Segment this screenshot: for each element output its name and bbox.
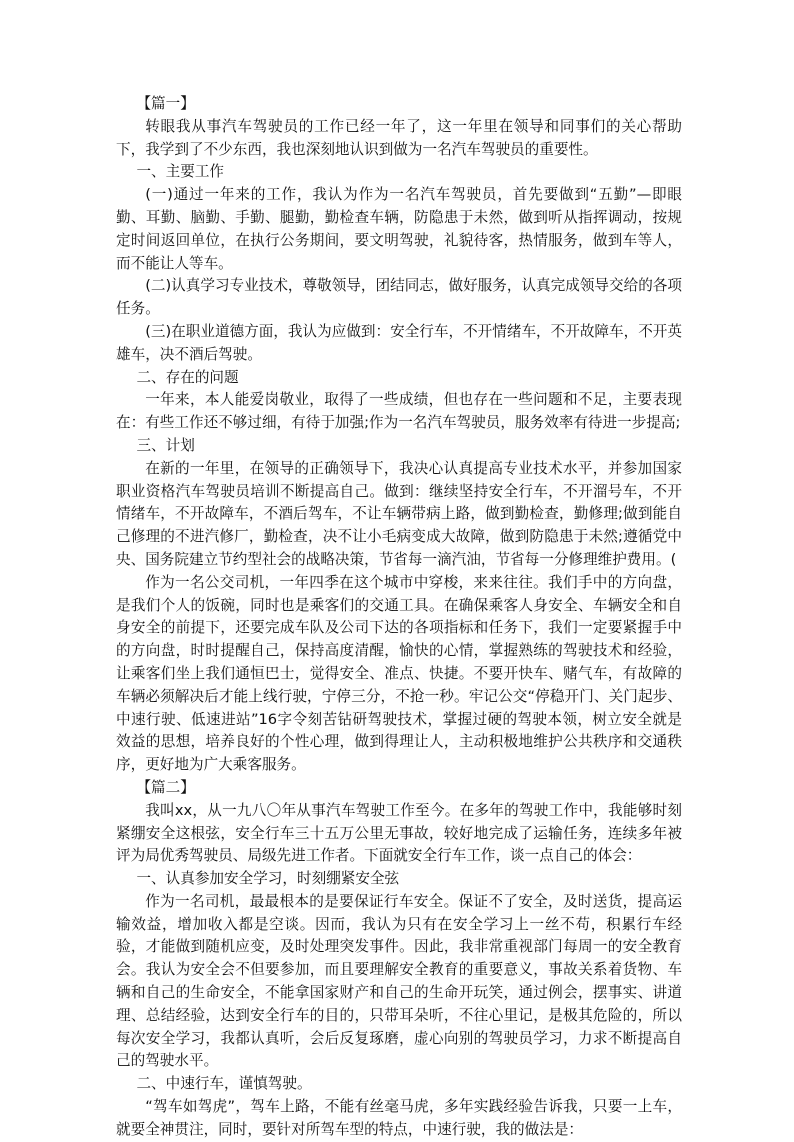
part1-heading-plan: 三、计划: [136, 436, 195, 454]
part2-title: 【篇二】: [136, 778, 195, 796]
part2-intro-paragraph: 我叫xx，从一九八〇年从事汽车驾驶工作至今。在多年的驾驶工作中，我能够时刻紧绷安全这根弦，安全行车三十五万公里无事故，较好地完成了运输任务，连续多年被评为局优秀驾驶员、局级先进工作者。下面就安全行车工作，谈一点自己的体会：: [116, 801, 682, 865]
part1-paragraph-bus-driver: 作为一名公交司机，一年四季在这个城市中穿梭，来来往往。我们手中的方向盘，是我们个人的饭碗，同时也是乘客们的交通工具。在确保乘客人身安全、车辆安全和自身安全的前提下，还要完成车队及公司下达的各项指标和任务下，我们一定要紧握手中的方向盘，时时提醒自己，保持高度清醒，愉快的心情，掌握熟练的驾驶技术和经验，让乘客们坐上我们通恒巴士，觉得安全、准点、快捷。不要开快车、赌气车，有故障的车辆必须解决后才能上线行驶，宁停三分，不抢一秒。牢记公交“停稳开门、关门起步、中速行驶、低速进站”16字令刻苦钻研驾驶技术，掌握过硬的驾驶本领，树立安全就是效益的思想，培养良好的个性心理，做到得理让人，主动积极地维护公共秩序和交通秩序，更好地为广大乘客服务。: [116, 573, 682, 774]
part2-heading-safety-study: 一、认真参加安全学习，时刻绷紧安全弦: [136, 870, 400, 888]
part1-title: 【篇一】: [136, 95, 195, 112]
part1-paragraph-problems: 一年来，本人能爱岗敬业，取得了一些成绩，但也存在一些问题和不足，主要表现在：有些工作还不够过细，有待于加强;作为一名汽车驾驶员，服务效率有待进一步提高;: [116, 391, 682, 432]
part2-heading-moderate-speed: 二、中速行车，谨慎驾驶。: [136, 1075, 312, 1093]
part1-paragraph-item-3: (三)在职业道德方面，我认为应做到：安全行车，不开情绪车，不开故障车，不开英雄车，决不酒后驾驶。: [116, 322, 682, 363]
part1-paragraph-item-2: (二)认真学习专业技术，尊敬领导，团结同志，做好服务，认真完成领导交给的各项任务。: [116, 277, 682, 318]
part1-paragraph-plan: 在新的一年里，在领导的正确领导下，我决心认真提高专业技术水平，并参加国家职业资格汽车驾驶员培训不断提高自己。做到：继续坚持安全行车，不开溜号车，不开情绪车，不开故障车，不酒后驾车，不让车辆带病上路，做到勤检查，勤修理;做到能自己修理的不进汽修厂，勤检查，决不让小毛病变成大故障，做到防隐患于未然;遵循党中央、国务院建立节约型社会的战略决策，节省每一滴汽油，节省每一分修理维护费用。(: [116, 459, 682, 568]
part2-paragraph-safety-study: 作为一名司机，最最根本的是要保证行车安全。保证不了安全，及时送货，提高运输效益，增加收入都是空谈。因而，我认为只有在安全学习上一丝不苟，积累行车经验，才能做到随机应变，及时处理突发事件。因此，我非常重视部门每周一的安全教育会。我认为安全会不但要参加，而且要理解安全教育的重要意义，事故关系着货物、车辆和自己的生命安全，不能拿国家财产和自己的生命开玩笑，通过例会，摆事实、讲道理、总结经验，达到安全行车的目的，只带耳朵听，不往心里记，是极其危险的，所以每次安全学习，我都认真听，会后反复琢磨，虚心向别的驾驶员学习，力求不断提高自己的驾驶水平。: [116, 892, 682, 1070]
part1-heading-problems: 二、存在的问题: [136, 368, 239, 386]
part1-heading-main-work: 一、主要工作: [136, 163, 225, 181]
part1-paragraph-item-1: (一)通过一年来的工作，我认为作为一名汽车驾驶员，首先要做到“五勤”—即眼勤、耳勤、脑勤、手勤、腿勤，勤检查车辆，防隐患于未然，做到听从指挥调动，按规定时间返回单位，在执行公务期间，要文明驾驶，礼貌待客，热情服务，做到车等人，而不能让人等车。: [116, 186, 682, 272]
document-body: [116, 93, 682, 1142]
part1-intro-paragraph: 转眼我从事汽车驾驶员的工作已经一年了，这一年里在领导和同事们的关心帮助下，我学到了不少东西，我也深刻地认识到做为一名汽车驾驶员的重要性。: [116, 117, 682, 158]
part2-paragraph-moderate-speed: “驾车如驾虎”，驾车上路，不能有丝毫马虎，多年实践经验告诉我，只要一上车，就要全神贯注，同时，要针对所驾车型的特点，中速行驶，我的做法是：: [116, 1098, 682, 1138]
